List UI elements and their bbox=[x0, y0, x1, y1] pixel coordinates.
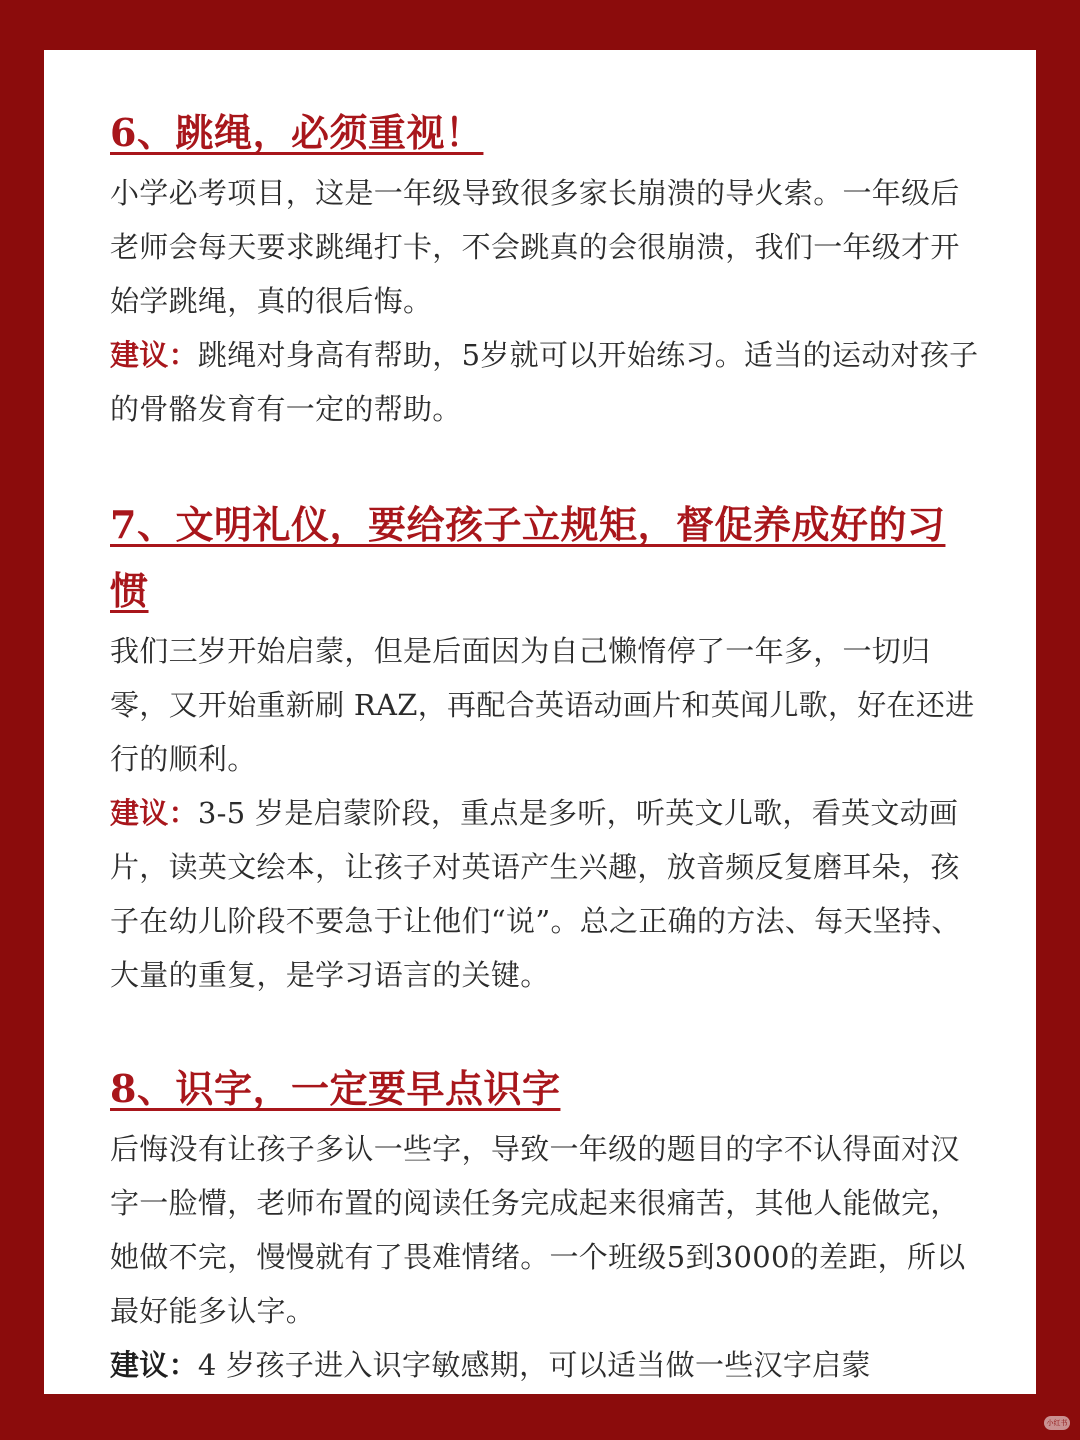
section-paragraph: 后悔没有让孩子多认一些字，导致一年级的题目的字不认得面对汉字一脸懵，老师布置的阅读任务完成起来很痛苦，其他人能做完，她做不完，慢慢就有了畏难情绪。一个班级5到3000的差距，所以最好能多认字。 bbox=[110, 1132, 966, 1328]
section-paragraph: 我们三岁开始启蒙，但是后面因为自己懒惰停了一年多，一切归零，又开始重新刷 RAZ，再配合英语动画片和英闻儿歌，好在还进行的顺利。 bbox=[110, 634, 975, 776]
section-paragraph: 小学必考项目，这是一年级导致很多家长崩溃的导火索。一年级后老师会每天要求跳绳打卡，不会跳真的会很崩溃，我们一年级才开始学跳绳，真的很后悔。 bbox=[110, 176, 960, 318]
section-7 bbox=[110, 492, 980, 1002]
advice-paragraph bbox=[110, 1338, 980, 1392]
section-heading: 7、文明礼仪，要给孩子立规矩，督促养成好的习惯 bbox=[110, 502, 946, 613]
watermark-logo: 小红书 bbox=[1044, 1416, 1070, 1430]
section-heading: 8、识字，一定要早点识字 bbox=[110, 1066, 561, 1111]
advice-paragraph bbox=[110, 328, 980, 436]
content-card bbox=[44, 50, 1036, 1394]
advice-label: 建议： bbox=[110, 796, 198, 830]
advice-label: 建议： bbox=[110, 1348, 198, 1382]
advice-text: 跳绳对身高有帮助，5岁就可以开始练习。适当的运动对孩子的骨骼发育有一定的帮助。 bbox=[110, 338, 979, 426]
advice-text: 3-5 岁是启蒙阶段，重点是多听，听英文儿歌，看英文动画片，读英文绘本，让孩子对英语产生兴趣，放音频反复磨耳朵，孩子在幼儿阶段不要急于让他们“说”。总之正确的方法、每天坚持、大量的重复，是学习语言的关键。 bbox=[110, 796, 961, 992]
section-heading: 6、跳绳，必须重视！ bbox=[110, 110, 484, 155]
section-6 bbox=[110, 100, 980, 436]
section-8 bbox=[110, 1056, 980, 1392]
advice-label: 建议： bbox=[110, 338, 198, 372]
advice-text: 4 岁孩子进入识字敏感期，可以适当做一些汉字启蒙 bbox=[197, 1348, 871, 1382]
advice-paragraph bbox=[110, 786, 980, 1002]
